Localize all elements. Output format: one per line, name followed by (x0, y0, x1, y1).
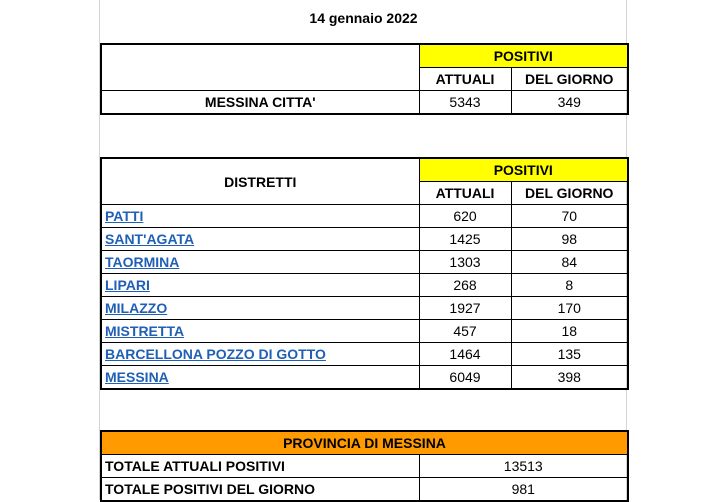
district-daily: 135 (511, 343, 628, 366)
province-table (100, 430, 629, 502)
total-daily-value: 981 (419, 478, 628, 502)
city-current: 5343 (419, 91, 511, 115)
city-positivi-header: POSITIVI (419, 44, 628, 68)
district-current: 6049 (419, 366, 511, 390)
province-title: PROVINCIA DI MESSINA (101, 431, 628, 455)
district-positivi-header: POSITIVI (419, 158, 628, 182)
district-current: 1303 (419, 251, 511, 274)
table-row (101, 455, 628, 478)
district-daily: 18 (511, 320, 628, 343)
table-row (101, 366, 628, 390)
district-daily: 98 (511, 228, 628, 251)
city-daily: 349 (511, 91, 628, 115)
city-table-blank-header (101, 44, 419, 91)
table-row (101, 251, 628, 274)
district-table (100, 157, 629, 390)
city-table (100, 43, 629, 115)
district-current: 457 (419, 320, 511, 343)
district-col-del-giorno: DEL GIORNO (511, 182, 628, 205)
district-col-attuali: ATTUALI (419, 182, 511, 205)
district-link-sant-agata[interactable]: SANT'AGATA (105, 231, 195, 247)
total-current-label: TOTALE ATTUALI POSITIVI (101, 455, 419, 478)
city-col-attuali: ATTUALI (419, 68, 511, 91)
district-link-mistretta[interactable]: MISTRETTA (105, 323, 185, 339)
district-daily: 70 (511, 205, 628, 228)
total-daily-label: TOTALE POSITIVI DEL GIORNO (101, 478, 419, 502)
table-row (101, 343, 628, 366)
district-current: 1927 (419, 297, 511, 320)
distretti-header: DISTRETTI (101, 158, 419, 205)
district-link-milazzo[interactable]: MILAZZO (105, 300, 168, 316)
district-link-taormina[interactable]: TAORMINA (105, 254, 180, 270)
district-current: 620 (419, 205, 511, 228)
table-row (101, 320, 628, 343)
report-date: 14 gennaio 2022 (309, 10, 418, 26)
district-current: 1425 (419, 228, 511, 251)
district-link-patti[interactable]: PATTI (105, 208, 144, 224)
district-daily: 84 (511, 251, 628, 274)
table-row (101, 91, 628, 115)
table-row (101, 274, 628, 297)
district-daily: 170 (511, 297, 628, 320)
district-current: 1464 (419, 343, 511, 366)
table-row (101, 205, 628, 228)
district-current: 268 (419, 274, 511, 297)
table-row (101, 478, 628, 502)
city-col-del-giorno: DEL GIORNO (511, 68, 628, 91)
table-row (101, 297, 628, 320)
district-daily: 398 (511, 366, 628, 390)
total-current-value: 13513 (419, 455, 628, 478)
city-name: MESSINA CITTA' (101, 91, 419, 115)
district-link-barcellona[interactable]: BARCELLONA POZZO DI GOTTO (105, 346, 326, 362)
district-link-lipari[interactable]: LIPARI (105, 277, 150, 293)
table-row (101, 228, 628, 251)
district-daily: 8 (511, 274, 628, 297)
district-link-messina[interactable]: MESSINA (105, 369, 169, 385)
